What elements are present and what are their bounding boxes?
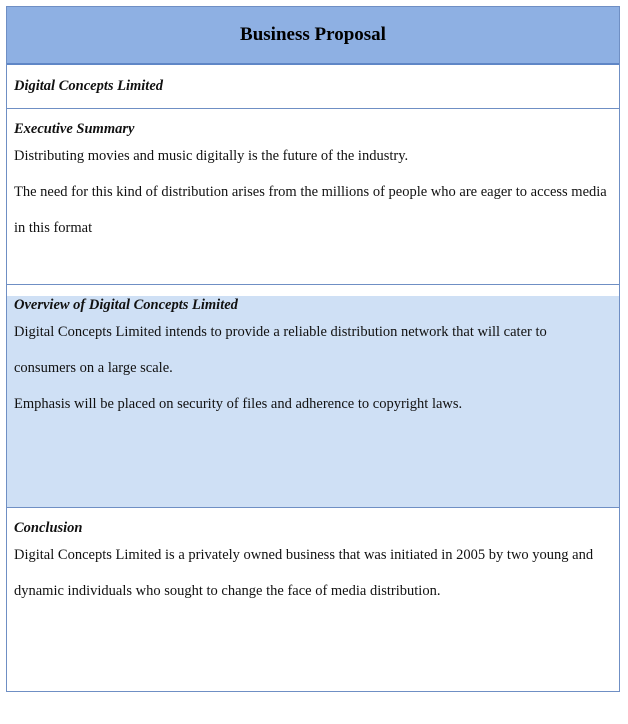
conclusion-heading: Conclusion <box>14 520 83 536</box>
executive-summary-section <box>7 120 619 285</box>
executive-summary-heading: Executive Summary <box>14 121 135 137</box>
document-title: Business Proposal <box>7 7 619 65</box>
overview-section <box>7 296 619 508</box>
business-proposal-document <box>6 6 620 692</box>
company-name: Digital Concepts Limited <box>14 78 164 94</box>
conclusion-section <box>7 519 619 724</box>
overview-paragraph-2: Emphasis will be placed on security of files and adherence to copyright laws. <box>14 396 463 412</box>
executive-summary-paragraph-2: The need for this kind of distribution arises from the millions of people who are eager to access media in this format <box>14 184 607 236</box>
company-row <box>7 65 619 109</box>
overview-heading: Overview of Digital Concepts Limited <box>14 297 238 313</box>
conclusion-paragraph-1: Digital Concepts Limited is a privately owned business that was initiated in 2005 by two young and dynamic individuals who sought to change the face of media distribution. <box>14 547 594 599</box>
executive-summary-paragraph-1: Distributing movies and music digitally is the future of the industry. <box>14 148 409 164</box>
overview-paragraph-1: Digital Concepts Limited intends to provide a reliable distribution network that will cater to consumers on a large scale. <box>14 324 547 376</box>
